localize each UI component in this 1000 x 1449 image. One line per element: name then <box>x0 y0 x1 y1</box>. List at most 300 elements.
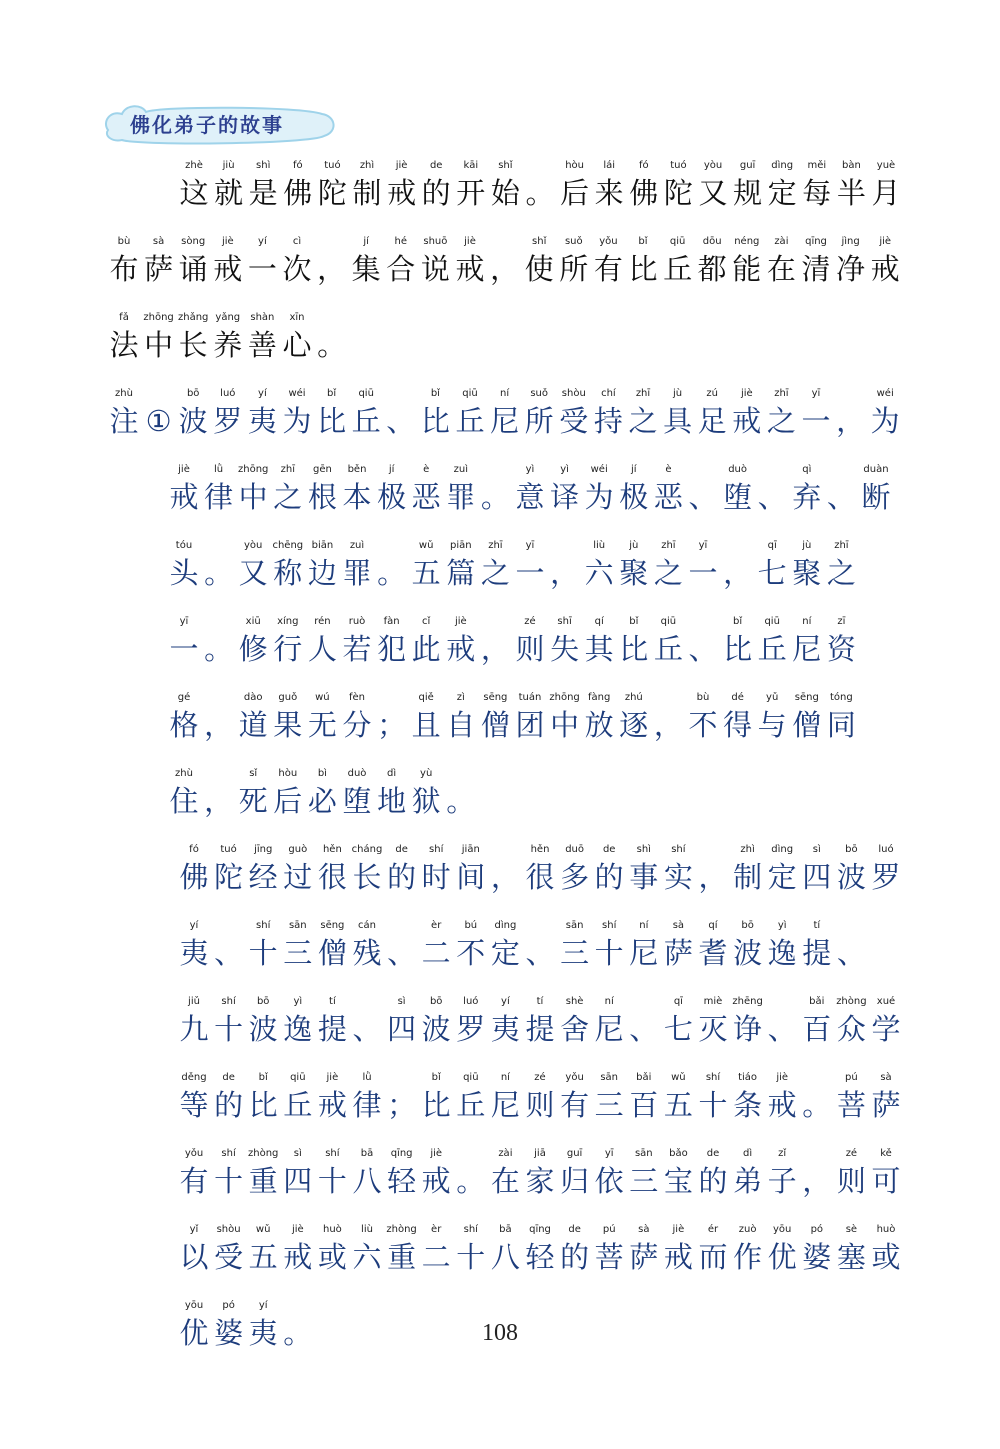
hanzi-char: 本 <box>342 480 372 514</box>
pinyin-text: duō <box>565 844 584 855</box>
hanzi-char: 来 <box>594 176 624 210</box>
hanzi-char: 轻 <box>525 1240 555 1274</box>
pinyin-text: yòu <box>703 160 723 171</box>
pinyin-text: zī <box>837 616 846 627</box>
pinyin-text: děng <box>181 1072 207 1083</box>
hanzi-char: 布 <box>109 252 139 286</box>
hanzi-char: 夷 <box>247 404 277 438</box>
hanzi-char: 定 <box>767 176 797 210</box>
hanzi-char: 事 <box>629 860 659 894</box>
hanzi-char: 萨 <box>629 1240 659 1274</box>
hanzi-char: 说 <box>420 252 450 286</box>
hanzi-char: 半 <box>836 176 866 210</box>
pinyin-text: yí <box>501 996 510 1007</box>
hanzi-char: 诤 <box>733 1012 763 1046</box>
hanzi-char: 很 <box>525 860 555 894</box>
ruby-unit <box>166 768 202 828</box>
hanzi-char: 其 <box>584 632 614 666</box>
pinyin-text: qí <box>594 616 604 627</box>
pinyin-text: fèn <box>348 692 365 703</box>
hanzi-char: 僧 <box>317 936 347 970</box>
hanzi-char: 十 <box>594 936 624 970</box>
hanzi-char: 则 <box>836 1164 866 1198</box>
pinyin-text: zhōng <box>549 692 580 703</box>
pinyin-text: qiū <box>669 236 686 247</box>
pinyin-text: shǐ <box>498 160 513 171</box>
hanzi-char: 八 <box>490 1240 520 1274</box>
pinyin-text: qiū <box>660 616 677 627</box>
hanzi-char: 之 <box>826 556 856 590</box>
hanzi-char: 死 <box>238 784 268 818</box>
pinyin-text: sān <box>634 1148 653 1159</box>
pinyin-text: shí <box>705 1072 721 1083</box>
hanzi-char: 菩 <box>836 1088 866 1122</box>
pinyin-text: shí <box>256 920 271 931</box>
pinyin-text: zhī <box>488 540 503 551</box>
pinyin-text: de <box>602 844 616 855</box>
hanzi-char: 果 <box>273 708 303 742</box>
hanzi-char: 百 <box>802 1012 832 1046</box>
hanzi-char: 头 <box>169 556 199 590</box>
pinyin-text: xíng <box>277 616 299 627</box>
pinyin-text: jiè <box>454 616 467 627</box>
pinyin-text: pú <box>602 1224 616 1235</box>
ruby-unit <box>868 1224 904 1284</box>
pinyin-text: qīng <box>805 236 827 247</box>
pinyin-text: jiè <box>178 464 190 475</box>
pinyin-text: jù <box>802 540 812 551</box>
hanzi-char: 塞 <box>836 1240 866 1274</box>
pinyin-text: bǎi <box>636 1072 652 1083</box>
hanzi-char: 的 <box>214 1088 244 1122</box>
hanzi-char: 轻 <box>387 1164 417 1198</box>
hanzi-char: 比 <box>619 632 649 666</box>
pinyin-text: lái <box>603 160 616 171</box>
pinyin-text: hěn <box>530 844 550 855</box>
pinyin-text: dì <box>743 1148 753 1159</box>
pinyin-text: huò <box>876 1224 896 1235</box>
hanzi-char: 失 <box>550 632 580 666</box>
hanzi-char: 。 <box>456 1164 486 1198</box>
ruby-unit <box>764 1148 800 1208</box>
hanzi-char: 得 <box>723 708 753 742</box>
ruby-unit <box>868 160 904 220</box>
hanzi-char: 长 <box>352 860 382 894</box>
pinyin-text: měi <box>807 160 827 171</box>
pinyin-text: zhì <box>359 160 375 171</box>
hanzi-char: 菩 <box>594 1240 624 1274</box>
hanzi-char: 不 <box>456 936 486 970</box>
pinyin-text: shí <box>602 920 617 931</box>
pinyin-text: cán <box>358 920 376 931</box>
hanzi-char: 波 <box>421 1012 451 1046</box>
hanzi-char: 婆 <box>214 1316 244 1350</box>
hanzi-char: 、 <box>525 936 555 970</box>
pinyin-text: zhì <box>740 844 755 855</box>
pinyin-text: fó <box>638 160 649 171</box>
hanzi-char: 罗 <box>456 1012 486 1046</box>
pinyin-text: suǒ <box>564 236 583 247</box>
hanzi-char: 资 <box>826 632 856 666</box>
pinyin-text: bō <box>741 920 754 931</box>
pinyin-text: wǔ <box>255 1224 271 1235</box>
pinyin-text: biān <box>311 540 334 551</box>
pinyin-text: tóng <box>830 692 853 703</box>
pinyin-text: è <box>665 464 672 475</box>
pinyin-text: shuō <box>423 236 448 247</box>
pinyin-text: lǜ <box>362 1072 372 1083</box>
pinyin-text: zhī <box>280 464 295 475</box>
pinyin-text: tiáo <box>738 1072 758 1083</box>
hanzi-char: 众 <box>836 1012 866 1046</box>
hanzi-char: 。 <box>204 556 234 590</box>
hanzi-char: ， <box>802 1164 832 1198</box>
hanzi-char: 尼 <box>792 632 822 666</box>
hanzi-char: ， <box>653 708 683 742</box>
pinyin-text: zé <box>845 1148 858 1159</box>
pinyin-text: shòu <box>561 388 586 399</box>
pinyin-text: chí <box>601 388 616 399</box>
hanzi-char: 戒 <box>421 1164 451 1198</box>
pinyin-text: běn <box>347 464 367 475</box>
pinyin-text: qiū <box>290 1072 306 1083</box>
hanzi-char: 的 <box>421 176 451 210</box>
pinyin-text: yì <box>293 996 303 1007</box>
hanzi-char: 尼 <box>594 1012 624 1046</box>
hanzi-char: 丘 <box>283 1088 313 1122</box>
hanzi-char: 佛 <box>283 176 313 210</box>
hanzi-char: 聚 <box>619 556 649 590</box>
hanzi-char: 之 <box>480 556 510 590</box>
pinyin-text: zhī <box>834 540 849 551</box>
hanzi-char: ， <box>490 252 520 286</box>
hanzi-char: 狱 <box>411 784 441 818</box>
hanzi-char: 等 <box>179 1088 209 1122</box>
hanzi-char: 道 <box>238 708 268 742</box>
hanzi-char: 受 <box>214 1240 244 1274</box>
pinyin-text: bǎo <box>669 1148 688 1159</box>
hanzi-char: 规 <box>733 176 763 210</box>
pinyin-text: wéi <box>590 464 608 475</box>
hanzi-char: 、 <box>688 480 718 514</box>
pinyin-text: yǒu <box>184 1148 204 1159</box>
hanzi-char: ， <box>204 708 234 742</box>
hanzi-char: 罪 <box>342 556 372 590</box>
hanzi-char: 与 <box>757 708 787 742</box>
pinyin-text: ní <box>639 920 649 931</box>
hanzi-char: 能 <box>732 252 762 286</box>
hanzi-char: 而 <box>698 1240 728 1274</box>
hanzi-char: 每 <box>802 176 832 210</box>
pinyin-text: sì <box>293 1148 302 1159</box>
hanzi-char: 间 <box>456 860 486 894</box>
hanzi-char: 次 <box>282 252 312 286</box>
pinyin-text: zhòng <box>247 1148 279 1159</box>
pinyin-text: bù <box>117 236 131 247</box>
pinyin-text: bǐ <box>629 616 639 627</box>
pinyin-text: miè <box>703 996 723 1007</box>
ruby-unit <box>591 996 627 1056</box>
hanzi-char: 的 <box>560 1240 590 1274</box>
hanzi-char: 重 <box>248 1164 278 1198</box>
pinyin-text: sǐ <box>249 768 258 779</box>
ruby-unit <box>512 540 548 600</box>
hanzi-char: 集 <box>351 252 381 286</box>
hanzi-char: 丘 <box>456 1088 486 1122</box>
hanzi-char: 七 <box>757 556 787 590</box>
pinyin-text: hé <box>394 236 408 247</box>
hanzi-char: 提 <box>317 1012 347 1046</box>
hanzi-char: 一 <box>515 556 545 590</box>
pinyin-text: ní <box>500 1072 510 1083</box>
hanzi-char: 子 <box>767 1164 797 1198</box>
pinyin-text: sān <box>565 920 584 931</box>
pinyin-text: jiè <box>879 236 892 247</box>
hanzi-char: 诵 <box>178 252 208 286</box>
ruby-unit <box>685 540 721 600</box>
hanzi-char: 。 <box>802 1088 832 1122</box>
hanzi-char: 作 <box>733 1240 763 1274</box>
pinyin-text: shàn <box>250 312 275 323</box>
pinyin-text: zuì <box>349 540 365 551</box>
pinyin-text: yǐ <box>189 1224 199 1235</box>
hanzi-char: 萨 <box>871 1088 901 1122</box>
pinyin-text: cǐ <box>422 616 431 627</box>
hanzi-char: 自 <box>446 708 476 742</box>
pinyin-text: qí <box>708 920 718 931</box>
ruby-unit <box>868 844 904 904</box>
ruby-unit <box>279 236 315 296</box>
pinyin-text: pú <box>845 1072 858 1083</box>
pinyin-text: de <box>395 844 408 855</box>
pinyin-text: piān <box>450 540 472 551</box>
pinyin-text: cháng <box>351 844 383 855</box>
pinyin-text: hòu <box>278 768 298 779</box>
pinyin-text: zú <box>706 388 718 399</box>
hanzi-char: 佛 <box>179 860 209 894</box>
hanzi-char: 婆 <box>802 1240 832 1274</box>
hanzi-char: 无 <box>307 708 337 742</box>
hanzi-char: 定 <box>767 860 797 894</box>
hanzi-char: 戒 <box>870 252 900 286</box>
ruby-unit <box>452 236 488 296</box>
hanzi-char: 优 <box>179 1316 209 1350</box>
hanzi-char: 八 <box>352 1164 382 1198</box>
hanzi-char: 善 <box>247 328 277 362</box>
hanzi-char: 陀 <box>214 860 244 894</box>
ruby-unit <box>487 160 523 220</box>
hanzi-char: 。 <box>317 328 347 362</box>
hanzi-char: ， <box>698 860 728 894</box>
section-title: 佛化弟子的故事 <box>130 113 284 137</box>
pinyin-text: suǒ <box>530 388 549 399</box>
ruby-unit <box>279 312 315 372</box>
pinyin-text: jiè <box>776 1072 789 1083</box>
hanzi-char: 波 <box>733 936 763 970</box>
pinyin-text: yǎng <box>215 312 241 323</box>
hanzi-char: ， <box>480 632 510 666</box>
pinyin-text: qīng <box>390 1148 413 1159</box>
hanzi-char: 所 <box>559 252 589 286</box>
hanzi-char: 地 <box>377 784 407 818</box>
pinyin-text: qī <box>767 540 777 551</box>
hanzi-char: 、 <box>757 480 787 514</box>
ruby-unit <box>314 996 350 1056</box>
pinyin-text: jiè <box>326 1072 339 1083</box>
hanzi-char: 戒 <box>213 252 243 286</box>
pinyin-text: dìng <box>771 844 794 855</box>
ruby-unit <box>314 312 350 372</box>
hanzi-char: 陀 <box>663 176 693 210</box>
hanzi-char: 比 <box>628 252 658 286</box>
pinyin-text: bǎi <box>809 996 825 1007</box>
hanzi-char: 四 <box>283 1164 313 1198</box>
hanzi-char: 弃 <box>792 480 822 514</box>
hanzi-char: 或 <box>871 1240 901 1274</box>
pinyin-text: dōu <box>702 236 722 247</box>
pinyin-text: rén <box>314 616 331 627</box>
pinyin-text: yǒu <box>599 236 618 247</box>
hanzi-char: 修 <box>238 632 268 666</box>
pinyin-text: yī <box>698 540 708 551</box>
pinyin-text: gé <box>177 692 191 703</box>
hanzi-char: 归 <box>560 1164 590 1198</box>
hanzi-char: 戒 <box>317 1088 347 1122</box>
pinyin-text: dào <box>243 692 263 703</box>
hanzi-char: 意 <box>515 480 545 514</box>
pinyin-text: zhòng <box>836 996 867 1007</box>
hanzi-char: 逐 <box>619 708 649 742</box>
pinyin-text: sì <box>812 844 821 855</box>
pinyin-text: wéi <box>876 388 894 399</box>
pinyin-text: shí <box>221 996 236 1007</box>
pinyin-text: sān <box>600 1072 619 1083</box>
hanzi-char: 又 <box>698 176 728 210</box>
pinyin-text: shī <box>557 616 572 627</box>
pinyin-text: shòu <box>216 1224 241 1235</box>
ruby-unit <box>348 388 384 448</box>
hanzi-char: 七 <box>663 1012 693 1046</box>
hanzi-char: 注 <box>109 404 139 438</box>
pinyin-text: yì <box>560 464 569 475</box>
pinyin-text: guǒ <box>278 692 298 703</box>
pinyin-text: wéi <box>288 388 306 399</box>
hanzi-char: ， <box>836 404 866 438</box>
pinyin-text: zé <box>524 616 536 627</box>
hanzi-char: 中 <box>238 480 268 514</box>
pinyin-text: jiān <box>461 844 480 855</box>
hanzi-char: 五 <box>411 556 441 590</box>
pinyin-text: shǐ <box>532 236 547 247</box>
hanzi-char: 使 <box>524 252 554 286</box>
hanzi-char: 时 <box>421 860 451 894</box>
ruby-unit <box>418 1148 454 1208</box>
hanzi-char: 净 <box>836 252 866 286</box>
hanzi-char: 边 <box>307 556 337 590</box>
hanzi-char: 戒 <box>387 176 417 210</box>
hanzi-char: 比 <box>317 404 347 438</box>
hanzi-char: 戒 <box>663 1240 693 1274</box>
hanzi-char: 心 <box>282 328 312 362</box>
hanzi-char: 、 <box>826 480 856 514</box>
ruby-unit <box>443 768 479 828</box>
pinyin-text: guī <box>739 160 756 171</box>
hanzi-char: 丘 <box>351 404 381 438</box>
pinyin-text: dì <box>387 768 397 779</box>
pinyin-text: sà <box>672 920 685 931</box>
hanzi-char: 团 <box>515 708 545 742</box>
hanzi-char: 波 <box>178 404 208 438</box>
hanzi-char: 则 <box>525 1088 555 1122</box>
pinyin-text: ní <box>802 616 812 627</box>
hanzi-char: 一 <box>688 556 718 590</box>
hanzi-char: 丘 <box>455 404 485 438</box>
pinyin-text: zuì <box>453 464 468 475</box>
pinyin-text: qì <box>802 464 812 475</box>
ruby-unit <box>868 1072 904 1132</box>
hanzi-char: 实 <box>663 860 693 894</box>
hanzi-char: ① <box>145 404 172 438</box>
pinyin-text: dé <box>731 692 744 703</box>
hanzi-char: 宝 <box>663 1164 693 1198</box>
hanzi-char: 一 <box>247 252 277 286</box>
hanzi-char: 经 <box>248 860 278 894</box>
pinyin-text: tuó <box>670 160 687 171</box>
pinyin-text: kāi <box>463 160 479 171</box>
hanzi-char: 译 <box>550 480 580 514</box>
pinyin-text: ér <box>707 1224 719 1235</box>
pinyin-text: bú <box>464 920 478 931</box>
pinyin-text: sè <box>845 1224 858 1235</box>
pinyin-text: luó <box>463 996 479 1007</box>
ruby-unit <box>166 540 202 600</box>
pinyin-text: qiū <box>764 616 780 627</box>
hanzi-char: 律 <box>352 1088 382 1122</box>
hanzi-char: 萨 <box>663 936 693 970</box>
ruby-unit <box>453 844 489 904</box>
hanzi-char: 提 <box>525 1012 555 1046</box>
pinyin-text: zé <box>534 1072 546 1083</box>
hanzi-char: 且 <box>411 708 441 742</box>
pinyin-text: jiè <box>395 160 408 171</box>
hanzi-char: 、 <box>386 404 416 438</box>
pinyin-text: yì <box>525 464 535 475</box>
hanzi-char: 九 <box>179 1012 209 1046</box>
hanzi-char: 、 <box>836 936 866 970</box>
hanzi-char: 。 <box>480 480 510 514</box>
hanzi-char: 养 <box>213 328 243 362</box>
hanzi-char: 制 <box>733 860 763 894</box>
hanzi-char: 依 <box>594 1164 624 1198</box>
pinyin-text: jiè <box>464 236 476 247</box>
pinyin-text: huò <box>322 1224 342 1235</box>
pinyin-text: zǐ <box>778 1148 787 1159</box>
hanzi-char: 比 <box>420 404 450 438</box>
pinyin-text: wǔ <box>418 540 434 551</box>
pinyin-text: kě <box>880 1148 892 1159</box>
hanzi-char: 二 <box>421 936 451 970</box>
pinyin-text: zài <box>774 236 789 247</box>
hanzi-char: ， <box>550 556 580 590</box>
hanzi-char: 行 <box>273 632 303 666</box>
hanzi-char: 比 <box>723 632 753 666</box>
hanzi-char: 罗 <box>213 404 243 438</box>
pinyin-text: liù <box>361 1224 373 1235</box>
pinyin-text: zhǎng <box>177 312 209 323</box>
pinyin-text: fàn <box>383 616 400 627</box>
hanzi-char: 始 <box>490 176 520 210</box>
hanzi-char: 有 <box>593 252 623 286</box>
